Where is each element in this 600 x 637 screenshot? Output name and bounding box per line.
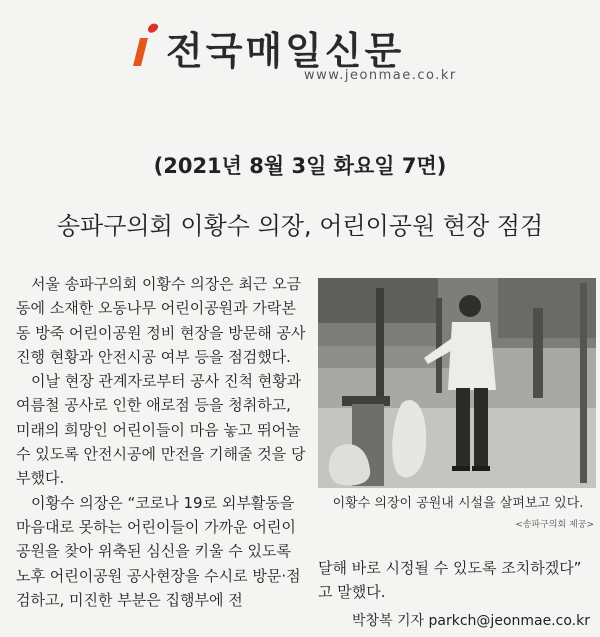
paragraph-2: 이날 현장 관계자로부터 공사 진척 현황과 여름철 공사로 인한 애로점 등을 청취하고, 미래의 희망인 어린이들이 마음 놓고 뛰어놀 수 있도록 안전시공에 만전을 기해줄 것을 당부했다. <box>16 372 306 488</box>
paragraph-1: 서울 송파구의회 이황수 의장은 최근 오금동에 소재한 오동나무 어린이공원과 가락본동 방죽 어린이공원 정비 현장을 방문해 공사 진행 현황과 안전시공 여부 등을 점검했다. <box>16 275 306 366</box>
continued-line-2: 고 말했다. <box>318 583 386 602</box>
article-body <box>16 272 306 612</box>
newspaper-name: 전국매일신문 <box>166 29 405 73</box>
article-photo <box>318 278 596 488</box>
continued-line-1: 달해 바로 시정될 수 있도록 조치하겠다” <box>318 559 582 577</box>
photo-credit: <송파구의회 제공> <box>515 520 594 530</box>
newspaper-logo-icon <box>128 22 162 70</box>
article-headline: 송파구의회 이황수 의장, 어린이공원 현장 점검 <box>56 212 544 240</box>
masthead <box>0 0 600 100</box>
article-body-continued <box>318 556 600 605</box>
publication-date: (2021년 8월 3일 화요일 7면) <box>153 154 447 178</box>
reporter-byline: 박창복 기자 parkch@jeonmae.co.kr <box>352 613 590 629</box>
newspaper-url[interactable]: www.jeonmae.co.kr <box>304 68 457 83</box>
photo-caption: 이황수 의장이 공원내 시설을 살펴보고 있다. <box>332 496 584 511</box>
paragraph-3: 이황수 의장은 “코로나 19로 외부활동을 마음대로 못하는 어린이들이 가까운 어린이공원을 찾아 위축된 심신을 키울 수 있도록 노후 어린이공원 공사현장을 수시로 방문·점검하고, 미진한 부분은 집행부에 전 <box>16 493 301 609</box>
